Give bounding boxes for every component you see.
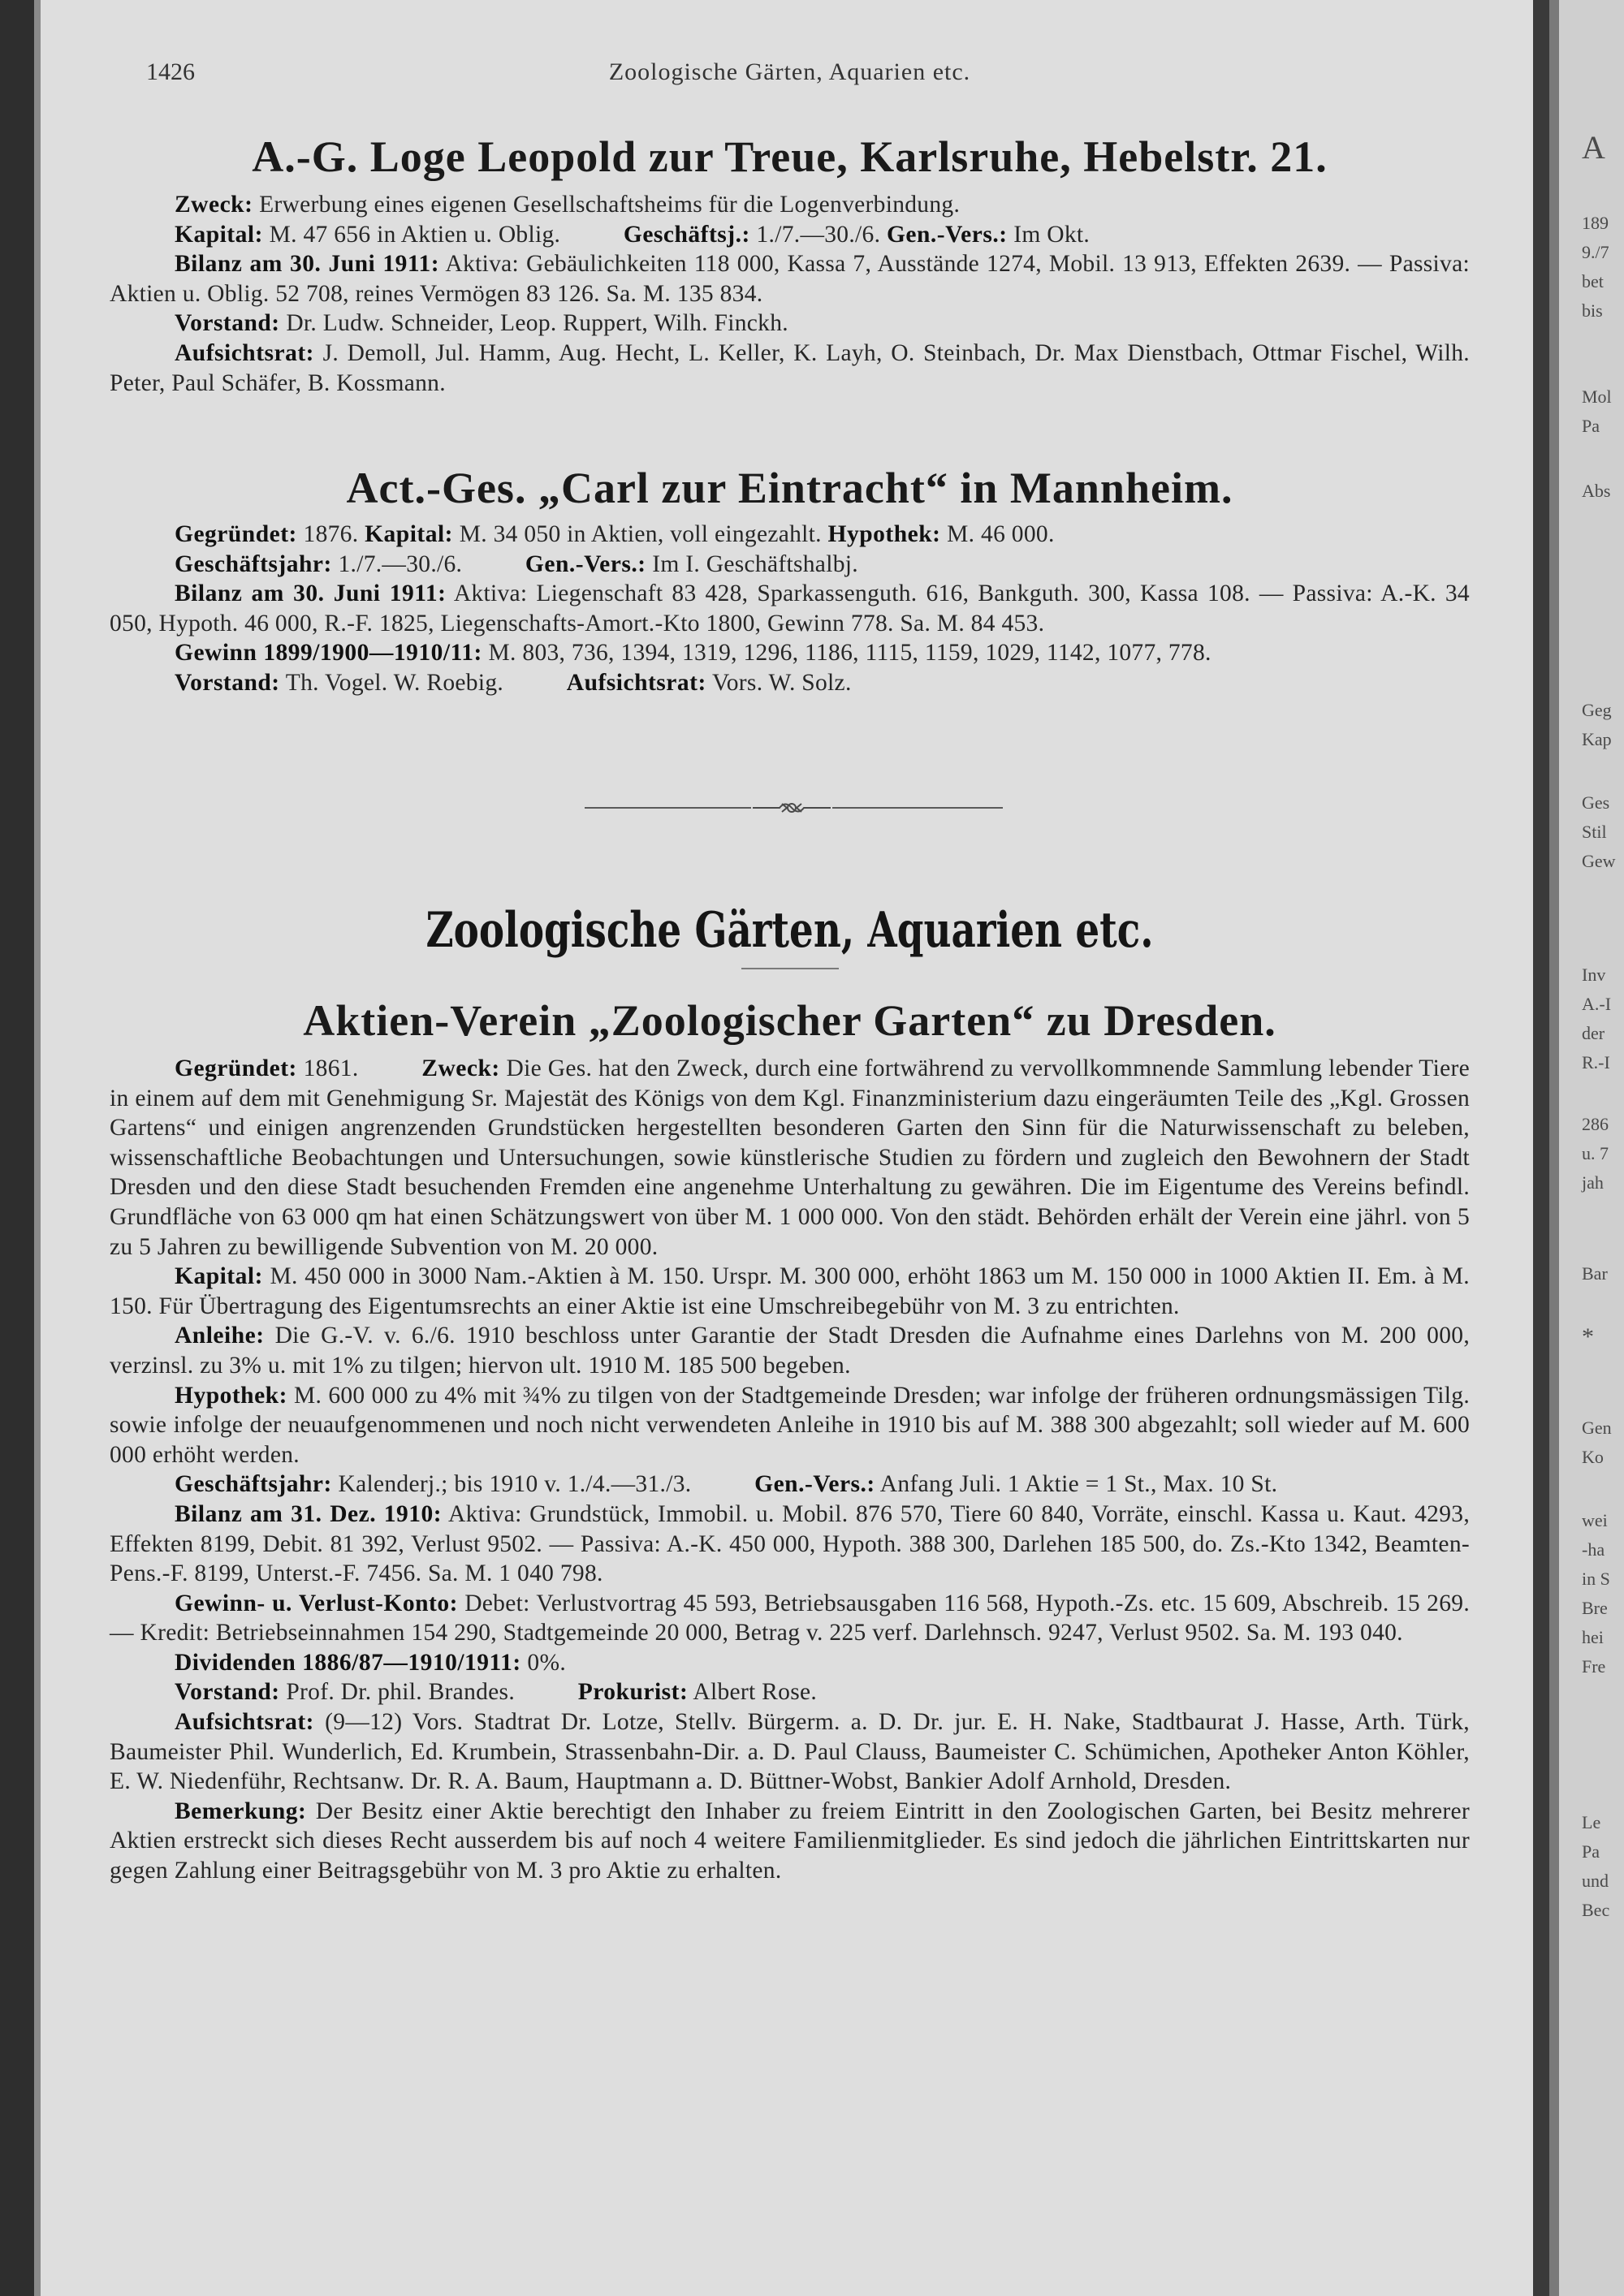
field-value: Erwerbung eines eigenen Gesellschaftsheims für die Logenverbindung. [259, 192, 961, 218]
field-label: Geschäftsjahr: [175, 550, 332, 577]
field-label: Gen.-Vers.: [525, 550, 646, 577]
field-value: 0%. [527, 1649, 567, 1676]
field-value: 1./7.—30./6. [338, 550, 463, 577]
field-label: Kapital: [365, 521, 453, 547]
field-label: Hypothek: [175, 1382, 287, 1409]
entry-anleihe [110, 1321, 1470, 1380]
adjacent-fragment: Bec [1582, 1900, 1610, 1920]
adjacent-fragment: Fre [1582, 1656, 1606, 1677]
section-heading: Zoologische Gärten, Aquarien etc. [425, 902, 1154, 959]
entry-zoo-dresden [110, 992, 1470, 1886]
adjacent-fragment: -ha [1582, 1539, 1605, 1560]
adjacent-fragment: und [1582, 1871, 1609, 1891]
adjacent-fragment: bet [1582, 271, 1604, 291]
page-number: 1426 [146, 58, 195, 85]
entry-vorstand [110, 309, 1470, 339]
field-label: Gen.-Vers.: [754, 1471, 875, 1498]
book-binding-edge [0, 0, 34, 2296]
field-value: Der Besitz einer Aktie berechtigt den Inhaber zu freiem Eintritt in den Zoologischen Garten, bei Besitz mehrerer Aktien erstreckt sich dieses Recht ausserdem bis auf noch 4 weitere Familienmitglieder. Es sind jedoch die jährlichen Eintrittskarten nur gegen Zahlung einer Beitragsgebühr von M. 3 pro Aktie zu erhalten. [110, 1798, 1470, 1884]
entry-bilanz [110, 579, 1470, 638]
field-value: M. 34 050 in Aktien, voll eingezahlt. [459, 521, 822, 547]
field-label: Bilanz am 30. Juni 1911: [175, 251, 440, 278]
adjacent-fragment: jah [1582, 1172, 1604, 1193]
field-value: M. 600 000 zu 4% mit ¾% zu tilgen von der Stadtgemeinde Dresden; war infolge der früheren ordnungsmässigen Tilg. sowie infolge der neuaufgenommenen und noch nicht verwendeten Anleihe in 1910 bis auf M. 388 300 abgezahlt; soll wieder auf M. 600 000 erhöht werden. [110, 1382, 1470, 1468]
adjacent-fragment: A [1582, 129, 1605, 166]
entry-zweck [110, 190, 1470, 220]
adjacent-fragment: Geg [1582, 700, 1612, 720]
adjacent-fragment: R.-I [1582, 1052, 1610, 1072]
adjacent-fragment: in S [1582, 1569, 1610, 1589]
ornament-line-left [585, 807, 751, 809]
adjacent-fragment: der [1582, 1023, 1605, 1043]
section-heading-block [110, 898, 1470, 969]
field-label: Bemerkung: [175, 1798, 307, 1824]
entry-gewinn [110, 638, 1470, 668]
field-label: Bilanz am 30. Juni 1911: [175, 580, 447, 607]
field-value: M. 803, 736, 1394, 1319, 1296, 1186, 1115, 1159, 1029, 1142, 1077, 778. [488, 640, 1212, 667]
adjacent-fragment: Mol [1582, 386, 1612, 407]
entry-gegruendet-line [110, 520, 1470, 550]
field-label: Geschäftsjahr: [175, 1471, 332, 1498]
heading-rule [741, 968, 839, 969]
adjacent-fragment: hei [1582, 1627, 1604, 1647]
field-label: Geschäftsj.: [623, 221, 750, 248]
entry-vorstand-line [110, 1677, 1470, 1707]
field-label: Kapital: [175, 1263, 263, 1290]
entry-carl-eintracht [110, 460, 1470, 698]
entry-gewinn-verlust [110, 1589, 1470, 1648]
page-shadow-edge [34, 0, 41, 2296]
field-label: Aufsichtsrat: [175, 339, 315, 366]
adjacent-fragment: Gen [1582, 1418, 1612, 1438]
adjacent-fragment: Kap [1582, 729, 1612, 749]
field-label: Vorstand: [175, 310, 280, 337]
adjacent-fragment: Abs [1582, 481, 1611, 501]
field-label: Anleihe: [175, 1323, 265, 1349]
entry-vorstand-line [110, 668, 1470, 698]
field-label: Hypothek: [827, 521, 941, 547]
field-value: 1861. [303, 1055, 359, 1081]
adjacent-fragment: Stil [1582, 822, 1607, 842]
field-value: M. 46 000. [947, 521, 1055, 547]
entry-hypothek [110, 1381, 1470, 1470]
adjacent-fragment: 286 [1582, 1114, 1609, 1134]
field-label: Kapital: [175, 221, 263, 248]
field-value: M. 450 000 in 3000 Nam.-Aktien à M. 150. Urspr. M. 300 000, erhöht 1863 um M. 150 000 in 1000 Aktien II. Em. à M. 150. Für Übertragung des Eigentumsrechts an einer Aktie ist eine Umschreibegebühr von M. 3 zu entrichten. [110, 1263, 1470, 1319]
field-label: Dividenden 1886/87—1910/1911: [175, 1649, 521, 1676]
entry-title: A.-G. Loge Leopold zur Treue, Karlsruhe, Hebelstr. 21. [252, 132, 1328, 181]
field-label: Prokurist: [577, 1679, 689, 1706]
field-label: Aufsichtsrat: [566, 669, 706, 696]
adjacent-fragment: Bar [1582, 1263, 1608, 1284]
adjacent-fragment: Pa [1582, 416, 1600, 436]
field-value: Kalenderj.; bis 1910 v. 1./4.—31./3. [338, 1471, 692, 1498]
adjacent-fragment: wei [1582, 1510, 1608, 1530]
field-label: Vorstand: [175, 1679, 280, 1706]
entry-geschaeftsjahr-line [110, 550, 1470, 580]
ornament-flourish-icon [751, 797, 832, 818]
entry-dividenden [110, 1648, 1470, 1678]
field-value: M. 47 656 in Aktien u. Oblig. [269, 221, 561, 248]
running-title: Zoologische Gärten, Aquarien etc. [608, 58, 971, 85]
entry-gegruendet-zweck [110, 1054, 1470, 1262]
field-value: Vors. W. Solz. [711, 669, 852, 696]
entry-kapital-line [110, 220, 1470, 250]
field-label: Bilanz am 31. Dez. 1910: [175, 1500, 443, 1527]
adjacent-page-fragment [1559, 0, 1624, 2296]
adjacent-fragment: * [1582, 1323, 1594, 1350]
adjacent-fragment: Bre [1582, 1598, 1608, 1618]
entry-geschaeftsjahr [110, 1470, 1470, 1500]
field-value: Aktiva: Gebäulichkeiten 118 000, Kassa 7, Ausstände 1274, Mobil. 13 913, Effekten 2639. — Passiva: Aktien u. Oblig. 52 708, reines Vermögen 83 126. Sa. M. 135 834. [110, 251, 1470, 307]
adjacent-fragment: Le [1582, 1812, 1601, 1832]
entry-title: Act.-Ges. „Carl zur Eintracht“ in Mannheim. [346, 464, 1233, 512]
entry-kapital [110, 1262, 1470, 1321]
field-value: Prof. Dr. phil. Brandes. [286, 1679, 516, 1706]
field-value: (9—12) Vors. Stadtrat Dr. Lotze, Stellv. Bürgerm. a. D. Dr. jur. E. H. Nake, Stadtbaurat J. Hasse, Arth. Türk, Baumeister Phil. Wunderlich, Ed. Krumbein, Strassenbahn-Dir. a. D. Paul Clauss, Baumeister C. Schümichen, Apotheker Anton Köhler, E. W. Niedenführ, Rechtsanw. Dr. R. A. Baum, Hauptmann a. D. Büttner-Wobst, Bankier Adolf Arnhold, Dresden. [110, 1709, 1470, 1795]
entry-bilanz [110, 249, 1470, 309]
adjacent-fragment: Ko [1582, 1447, 1604, 1467]
field-label: Zweck: [421, 1055, 500, 1081]
field-label: Vorstand: [175, 669, 280, 696]
ornament-divider [110, 796, 1470, 820]
book-gutter [1533, 0, 1549, 2296]
book-gutter-shadow [1549, 0, 1559, 2296]
field-value: Debet: Verlustvortrag 45 593, Betriebsausgaben 116 568, Hypoth.-Zs. etc. 15 609, Abschreib. 15 269. — Kredit: Betriebseinnahmen 154 290, Stadtgemeinde 20 000, Betrag v. 225 verf. Darlehnsch. 9247, Verlust 9502. Sa. M. 193 040. [110, 1590, 1470, 1646]
adjacent-fragment: u. 7 [1582, 1143, 1609, 1163]
adjacent-fragment: bis [1582, 300, 1603, 321]
field-value: Die G.-V. v. 6./6. 1910 beschloss unter Garantie der Stadt Dresden die Aufnahme eines Darlehns von M. 200 000, verzinsl. zu 3% u. mit 1% zu tilgen; hiervon ult. 1910 M. 185 500 begeben. [110, 1323, 1470, 1379]
entry-bemerkung [110, 1797, 1470, 1886]
field-value: Aktiva: Liegenschaft 83 428, Sparkassenguth. 616, Bankguth. 300, Kassa 108. — Passiva: A.-K. 34 050, Hypoth. 46 000, R.-F. 1825, Liegenschafts-Amort.-Kto 1800, Gewinn 778. Sa. M. 84 453. [110, 580, 1470, 637]
entry-loge-leopold [110, 128, 1470, 398]
adjacent-fragment: 9./7 [1582, 242, 1609, 262]
field-label: Gegründet: [175, 1055, 297, 1081]
running-header [110, 58, 1470, 99]
field-label: Gegründet: [175, 521, 297, 547]
adjacent-fragment: Gew [1582, 851, 1616, 871]
field-value: Im Okt. [1013, 221, 1091, 248]
field-value: Im I. Geschäftshalbj. [652, 550, 858, 577]
field-label: Aufsichtsrat: [175, 1709, 315, 1736]
field-value: Dr. Ludw. Schneider, Leop. Ruppert, Wilh. Finckh. [286, 310, 788, 337]
field-value: Albert Rose. [693, 1679, 818, 1706]
field-value: Aktiva: Grundstück, Immobil. u. Mobil. 876 570, Tiere 60 840, Vorräte, einschl. Kassa u. Kaut. 4293, Effekten 8199, Debit. 81 392, Verlust 9502. — Passiva: A.-K. 450 000, Hypoth. 388 300, Darlehen 185 500, do. Zs.-Kto 1342, Beamten-Pens.-F. 8199, Unterst.-F. 7456. Sa. M. 1 040 798. [110, 1500, 1470, 1587]
field-label: Zweck: [175, 192, 253, 218]
adjacent-fragment: 189 [1582, 213, 1609, 233]
field-value: 1./7.—30./6. [756, 221, 881, 248]
field-value: 1876. [303, 521, 359, 547]
field-label: Gewinn- u. Verlust-Konto: [175, 1590, 458, 1616]
field-label: Gewinn 1899/1900—1910/11: [175, 640, 482, 667]
adjacent-fragment: A.-I [1582, 994, 1612, 1014]
field-label: Gen.-Vers.: [886, 221, 1008, 248]
field-value: Die Ges. hat den Zweck, durch eine fortwährend zu vervollkommnende Sammlung lebender Tiere in einem auf dem mit Genehmigung Sr. Majestät des Königs von dem Kgl. Finanzministerium dazu eingeräumten Teile des „Kgl. Grossen Gartens“ und einigen angrenzenden Grundstücken hergestellten besonderen Garten den Sinn für die Naturwissenschaft zu beleben, wissenschaftliche Beobachtungen und Untersuchungen, sowie künstlerische Studien zu fördern und zugleich den Bewohnern der Stadt Dresden und den diese Stadt besuchenden Fremden eine angenehme Unterhaltung zu gewähren. Die im Eigentume des Vereins befindl. Grundfläche von 63 000 qm hat einen Schätzungswert von über M. 1 000 000. Von den städt. Behörden erhält der Verein eine jährl. von 5 zu 5 Jahren zu bewilligende Subvention von M. 20 000. [110, 1055, 1470, 1260]
ornament-line-right [832, 807, 1003, 809]
entry-aufsichtsrat [110, 339, 1470, 398]
field-value: Th. Vogel. W. Roebig. [285, 669, 504, 696]
entry-title: Aktien-Verein „Zoologischer Garten“ zu Dresden. [303, 996, 1276, 1045]
entry-aufsichtsrat [110, 1707, 1470, 1797]
field-value: J. Demoll, Jul. Hamm, Aug. Hecht, L. Keller, K. Layh, O. Steinbach, Dr. Max Dienstbach, Ottmar Fischel, Wilh. Peter, Paul Schäfer, B. Kossmann. [110, 339, 1470, 396]
entry-bilanz [110, 1500, 1470, 1589]
adjacent-fragment: Ges [1582, 792, 1610, 813]
adjacent-fragment: Pa [1582, 1841, 1600, 1862]
adjacent-fragment: Inv [1582, 965, 1606, 985]
field-value: Anfang Juli. 1 Aktie = 1 St., Max. 10 St. [879, 1471, 1278, 1498]
